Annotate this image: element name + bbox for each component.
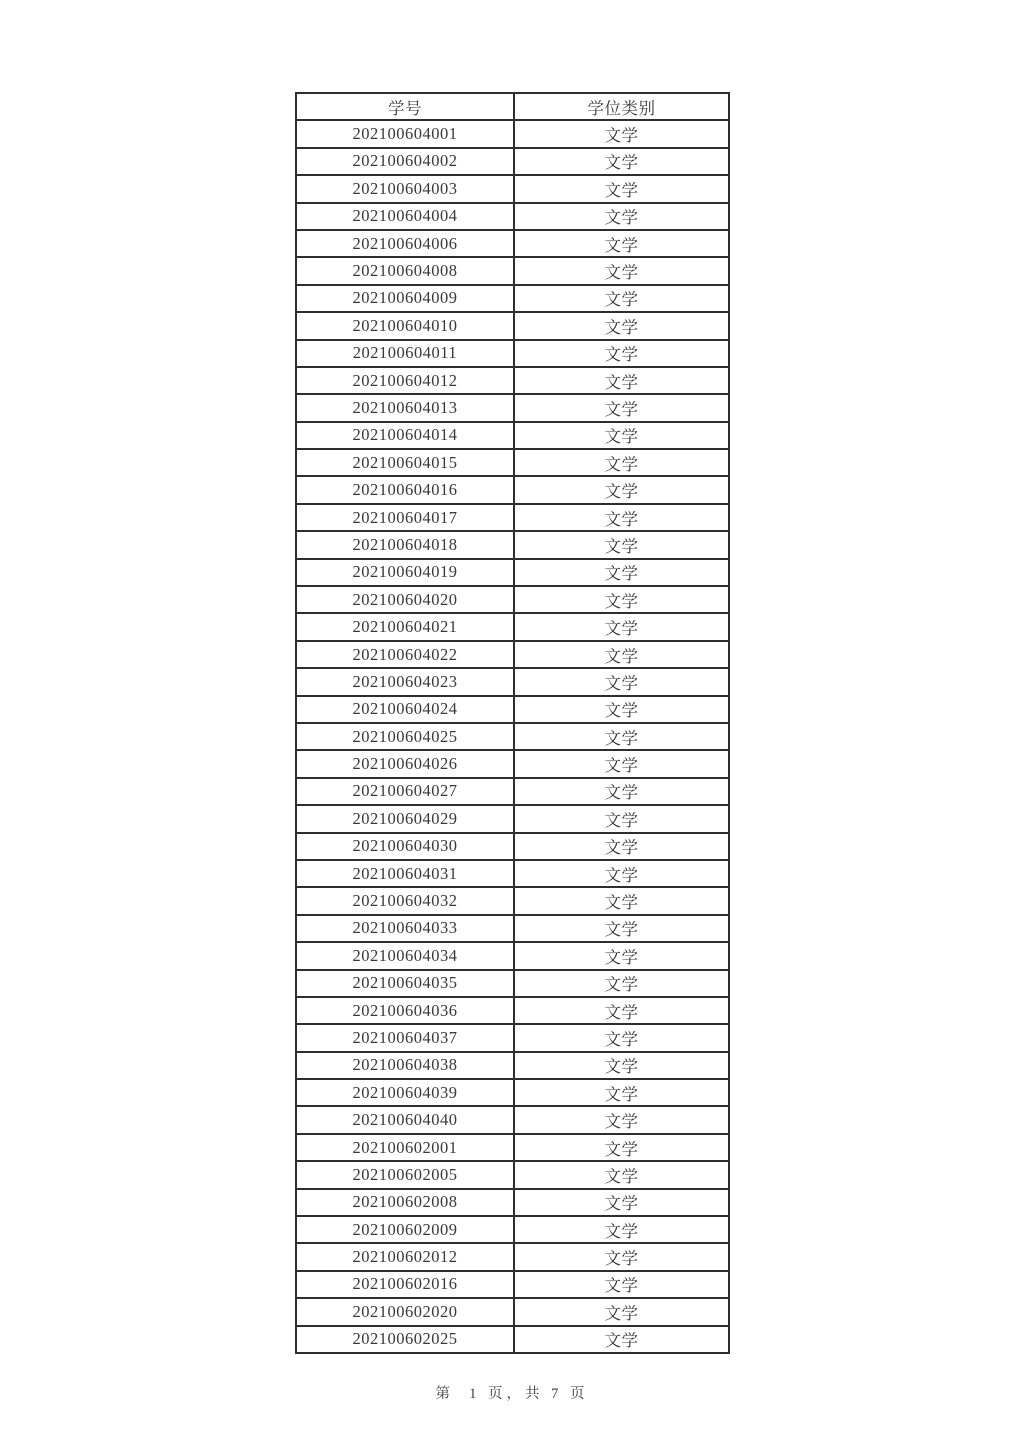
student-degree-table <box>295 92 730 1354</box>
table-row <box>296 887 729 914</box>
degree-category-cell: 文学 <box>514 778 729 805</box>
table-row <box>296 1298 729 1325</box>
student-id-cell: 202100604039 <box>296 1079 514 1106</box>
degree-category-cell: 文学 <box>514 833 729 860</box>
table-row <box>296 1106 729 1133</box>
table-row <box>296 504 729 531</box>
table-row <box>296 942 729 969</box>
table-row <box>296 422 729 449</box>
degree-category-cell: 文学 <box>514 175 729 202</box>
student-id-cell: 202100602012 <box>296 1243 514 1270</box>
student-id-cell: 202100604026 <box>296 750 514 777</box>
student-id-cell: 202100604019 <box>296 559 514 586</box>
degree-category-cell: 文学 <box>514 312 729 339</box>
degree-category-cell: 文学 <box>514 1134 729 1161</box>
student-id-cell: 202100604033 <box>296 915 514 942</box>
student-id-cell: 202100602005 <box>296 1161 514 1188</box>
student-id-cell: 202100602025 <box>296 1326 514 1353</box>
table-row <box>296 285 729 312</box>
student-id-cell: 202100604036 <box>296 997 514 1024</box>
student-id-cell: 202100604040 <box>296 1106 514 1133</box>
table-row <box>296 1052 729 1079</box>
degree-category-cell: 文学 <box>514 1052 729 1079</box>
student-id-cell: 202100604014 <box>296 422 514 449</box>
degree-category-cell: 文学 <box>514 1271 729 1298</box>
student-id-cell: 202100604022 <box>296 641 514 668</box>
student-id-cell: 202100604025 <box>296 723 514 750</box>
degree-category-cell: 文学 <box>514 750 729 777</box>
student-id-cell: 202100604011 <box>296 340 514 367</box>
degree-category-cell: 文学 <box>514 230 729 257</box>
table-row <box>296 1134 729 1161</box>
table-row <box>296 230 729 257</box>
student-id-cell: 202100604037 <box>296 1024 514 1051</box>
table-row <box>296 997 729 1024</box>
student-id-cell: 202100604016 <box>296 476 514 503</box>
student-id-cell: 202100602008 <box>296 1189 514 1216</box>
student-id-cell: 202100604018 <box>296 531 514 558</box>
degree-category-cell: 文学 <box>514 1243 729 1270</box>
degree-category-cell: 文学 <box>514 1298 729 1325</box>
student-id-cell: 202100604003 <box>296 175 514 202</box>
degree-category-cell: 文学 <box>514 203 729 230</box>
degree-category-cell: 文学 <box>514 887 729 914</box>
table-row <box>296 367 729 394</box>
table-row <box>296 750 729 777</box>
student-id-cell: 202100604023 <box>296 668 514 695</box>
student-id-cell: 202100602001 <box>296 1134 514 1161</box>
student-id-cell: 202100604010 <box>296 312 514 339</box>
table-row <box>296 696 729 723</box>
degree-category-cell: 文学 <box>514 449 729 476</box>
degree-category-cell: 文学 <box>514 1079 729 1106</box>
student-id-cell: 202100604001 <box>296 120 514 147</box>
student-id-cell: 202100604035 <box>296 970 514 997</box>
student-id-cell: 202100604024 <box>296 696 514 723</box>
student-id-cell: 202100604027 <box>296 778 514 805</box>
table-row <box>296 641 729 668</box>
table-row <box>296 476 729 503</box>
degree-category-cell: 文学 <box>514 696 729 723</box>
student-id-cell: 202100604006 <box>296 230 514 257</box>
table-row <box>296 1024 729 1051</box>
student-id-cell: 202100604034 <box>296 942 514 969</box>
student-id-cell: 202100604012 <box>296 367 514 394</box>
table-row <box>296 778 729 805</box>
table-row <box>296 970 729 997</box>
degree-category-cell: 文学 <box>514 1024 729 1051</box>
degree-category-cell: 文学 <box>514 422 729 449</box>
table-row <box>296 449 729 476</box>
student-id-cell: 202100604002 <box>296 148 514 175</box>
table-row <box>296 1216 729 1243</box>
degree-category-cell: 文学 <box>514 942 729 969</box>
table-row <box>296 394 729 421</box>
degree-category-cell: 文学 <box>514 641 729 668</box>
column-header-degree-category: 学位类别 <box>514 93 729 120</box>
degree-category-cell: 文学 <box>514 723 729 750</box>
table-body <box>296 120 729 1353</box>
student-id-cell: 202100604009 <box>296 285 514 312</box>
degree-category-cell: 文学 <box>514 915 729 942</box>
table-row <box>296 257 729 284</box>
table-row <box>296 833 729 860</box>
table-row <box>296 668 729 695</box>
student-id-cell: 202100602020 <box>296 1298 514 1325</box>
table-row <box>296 531 729 558</box>
table-row <box>296 340 729 367</box>
degree-category-cell: 文学 <box>514 1161 729 1188</box>
student-id-cell: 202100604032 <box>296 887 514 914</box>
student-id-cell: 202100604029 <box>296 805 514 832</box>
table-row <box>296 915 729 942</box>
degree-category-cell: 文学 <box>514 668 729 695</box>
degree-category-cell: 文学 <box>514 367 729 394</box>
student-id-cell: 202100604021 <box>296 613 514 640</box>
degree-category-cell: 文学 <box>514 860 729 887</box>
table-row <box>296 120 729 147</box>
degree-category-cell: 文学 <box>514 1326 729 1353</box>
table-row <box>296 1271 729 1298</box>
degree-category-cell: 文学 <box>514 586 729 613</box>
degree-category-cell: 文学 <box>514 997 729 1024</box>
table-row <box>296 1326 729 1353</box>
student-id-cell: 202100604015 <box>296 449 514 476</box>
table-row <box>296 148 729 175</box>
student-id-cell: 202100604004 <box>296 203 514 230</box>
degree-category-cell: 文学 <box>514 805 729 832</box>
table-row <box>296 559 729 586</box>
table-row <box>296 1243 729 1270</box>
degree-category-cell: 文学 <box>514 970 729 997</box>
degree-category-cell: 文学 <box>514 504 729 531</box>
degree-category-cell: 文学 <box>514 1189 729 1216</box>
student-id-cell: 202100602016 <box>296 1271 514 1298</box>
student-id-cell: 202100602009 <box>296 1216 514 1243</box>
table-row <box>296 1161 729 1188</box>
table-row <box>296 586 729 613</box>
degree-category-cell: 文学 <box>514 340 729 367</box>
degree-category-cell: 文学 <box>514 613 729 640</box>
table-row <box>296 805 729 832</box>
student-id-cell: 202100604020 <box>296 586 514 613</box>
table-row <box>296 1189 729 1216</box>
student-id-cell: 202100604013 <box>296 394 514 421</box>
degree-category-cell: 文学 <box>514 394 729 421</box>
table-row <box>296 613 729 640</box>
table-row <box>296 203 729 230</box>
table-row <box>296 1079 729 1106</box>
table-row <box>296 860 729 887</box>
degree-category-cell: 文学 <box>514 531 729 558</box>
table-row <box>296 723 729 750</box>
student-id-cell: 202100604017 <box>296 504 514 531</box>
degree-category-cell: 文学 <box>514 120 729 147</box>
column-header-student-id: 学号 <box>296 93 514 120</box>
degree-category-cell: 文学 <box>514 559 729 586</box>
table-header-row <box>296 93 729 120</box>
degree-category-cell: 文学 <box>514 1216 729 1243</box>
degree-category-cell: 文学 <box>514 1106 729 1133</box>
degree-category-cell: 文学 <box>514 257 729 284</box>
degree-category-cell: 文学 <box>514 285 729 312</box>
student-id-cell: 202100604008 <box>296 257 514 284</box>
student-id-cell: 202100604030 <box>296 833 514 860</box>
table-row <box>296 312 729 339</box>
page-number-footer: 第 1 页，共 7 页 <box>435 1386 589 1402</box>
student-id-cell: 202100604031 <box>296 860 514 887</box>
table-row <box>296 175 729 202</box>
degree-category-cell: 文学 <box>514 476 729 503</box>
degree-category-cell: 文学 <box>514 148 729 175</box>
student-id-cell: 202100604038 <box>296 1052 514 1079</box>
